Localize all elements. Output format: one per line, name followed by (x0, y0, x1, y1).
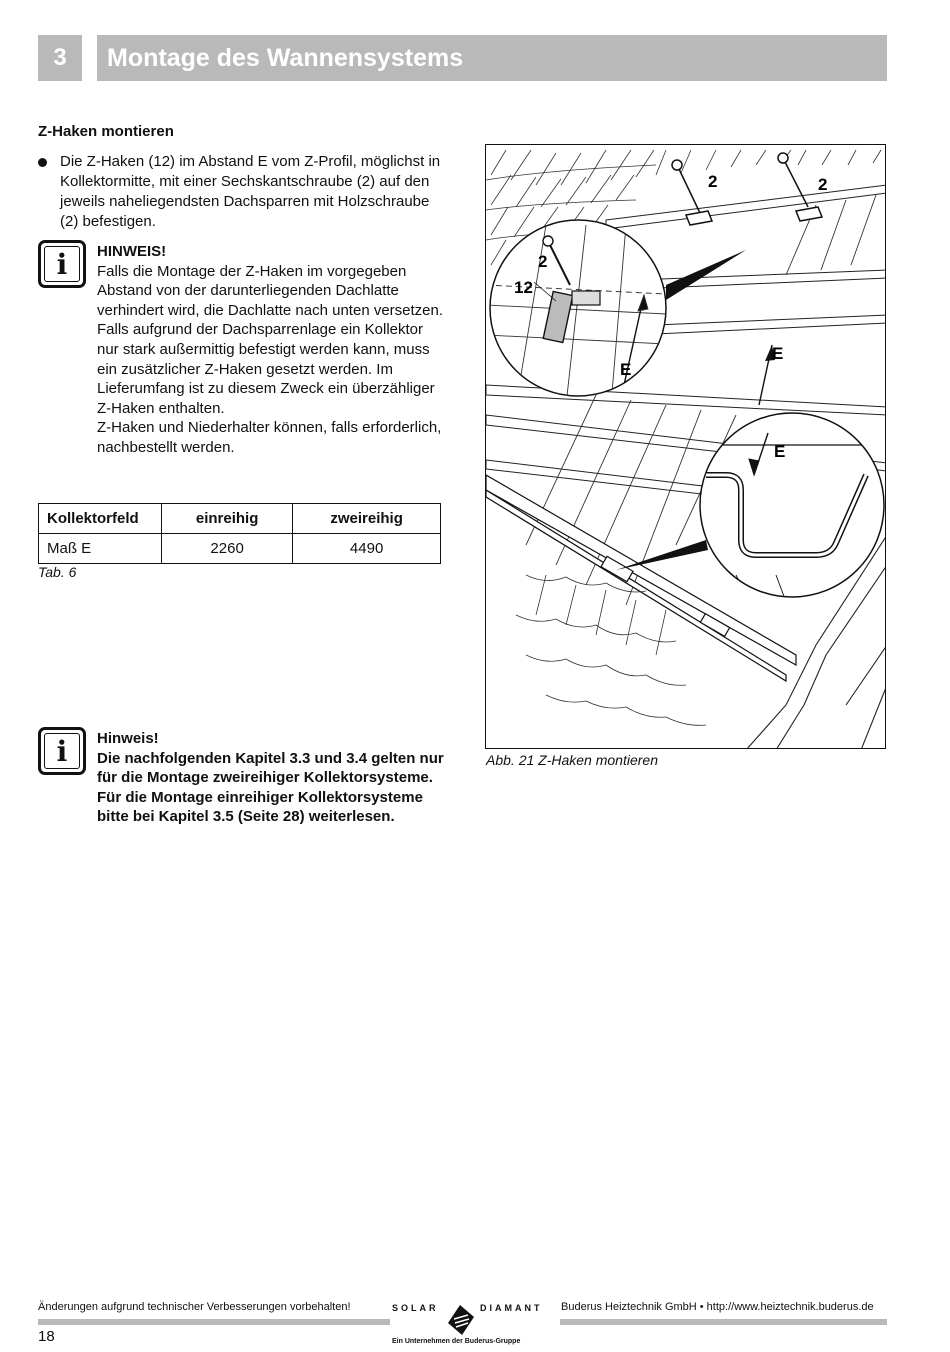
note-heading: Hinweis! (97, 730, 159, 747)
table-6 (38, 503, 441, 564)
label-distance-c: E (774, 442, 786, 461)
table-header-row (39, 504, 441, 534)
label-screw-c: 2 (538, 252, 548, 271)
instruction-bullet (38, 152, 443, 232)
logo-solar: SOLAR (392, 1303, 439, 1313)
detail-pointer-a (666, 250, 746, 300)
note-hinweis (97, 242, 447, 458)
chapter-title (97, 35, 887, 81)
label-distance-a: E (620, 360, 632, 379)
info-icon (38, 727, 86, 775)
label-distance-b: E (772, 344, 784, 363)
table-caption: Tab. 6 (38, 564, 77, 580)
page-number: 18 (38, 1328, 55, 1345)
detail-pointer-b (616, 540, 708, 570)
roof-illustration (486, 145, 886, 749)
info-icon-glyph: i (44, 246, 80, 282)
figure-caption: Abb. 21 Z-Haken montieren (486, 752, 658, 768)
solar-diamant-logo-icon (446, 1303, 476, 1337)
footer-company: Buderus Heiztechnik GmbH • http://www.heiztechnik.buderus.de (561, 1301, 874, 1313)
table-cell: Maß E (39, 534, 162, 564)
note-kapitel-hinweis (97, 729, 447, 827)
note-line: Die nachfolgenden Kapitel 3.3 und 3.4 gelten nur für die Montage zweireihiger Kollektorsysteme. (97, 749, 444, 787)
label-screw-b: 2 (818, 175, 828, 194)
table-header-cell: einreihig (162, 504, 293, 534)
chapter-number: 3 (38, 35, 82, 81)
detail-circle-b (700, 413, 884, 597)
footer-disclaimer: Änderungen aufgrund technischer Verbesserungen vorbehalten! (38, 1301, 351, 1313)
note-line: Für die Montage einreihiger Kollektorsysteme bitte bei Kapitel 3.5 (Seite 28) weiterlesen. (97, 788, 423, 826)
note-line: Z-Haken und Niederhalter können, falls erforderlich, nachbestellt werden. (97, 419, 442, 456)
bullet-dot (38, 158, 47, 167)
table-row (39, 534, 441, 564)
screw-top (672, 153, 822, 225)
instruction-text: Die Z-Haken (12) im Abstand E vom Z-Profil, möglichst in Kollektormitte, mit einer Sechskantschraube (2) auf den jeweils naheliegendsten Dachsparren mit Holzschraube (2) befestigen. (60, 153, 441, 230)
info-icon (38, 240, 86, 288)
footer-rule-right (560, 1319, 887, 1325)
table-cell: 4490 (293, 534, 441, 564)
footer-rule-left (38, 1319, 390, 1325)
note-line: Falls die Montage der Z-Haken im vorgegeben Abstand von der darunterliegenden Dachlatte verhindert wird, die Dachlatte nach unten versetzen. (97, 262, 444, 319)
table-cell: 2260 (162, 534, 293, 564)
figure-z-haken (485, 144, 886, 749)
info-icon-glyph: i (44, 733, 80, 769)
section-title: Z-Haken montieren (38, 123, 174, 140)
label-hook: 12 (514, 278, 533, 297)
table-header-cell: zweireihig (293, 504, 441, 534)
label-screw-a: 2 (708, 172, 718, 191)
logo-diamant: DIAMANT (480, 1303, 543, 1313)
logo-subtitle: Ein Unternehmen der Buderus-Gruppe (392, 1338, 521, 1345)
note-heading: HINWEIS! (97, 243, 167, 260)
note-line: Falls aufgrund der Dachsparrenlage ein Kollektor nur stark außermittig befestigt werden kann, muss ein zusätzlicher Z-Haken gesetzt werden. Im Lieferumfang ist zu diesem Zweck ein überzähliger Z-Haken enthalten. (97, 321, 435, 417)
table-header-cell: Kollektorfeld (39, 504, 162, 534)
chapter-title-text: Montage des Wannensystems (107, 43, 464, 72)
